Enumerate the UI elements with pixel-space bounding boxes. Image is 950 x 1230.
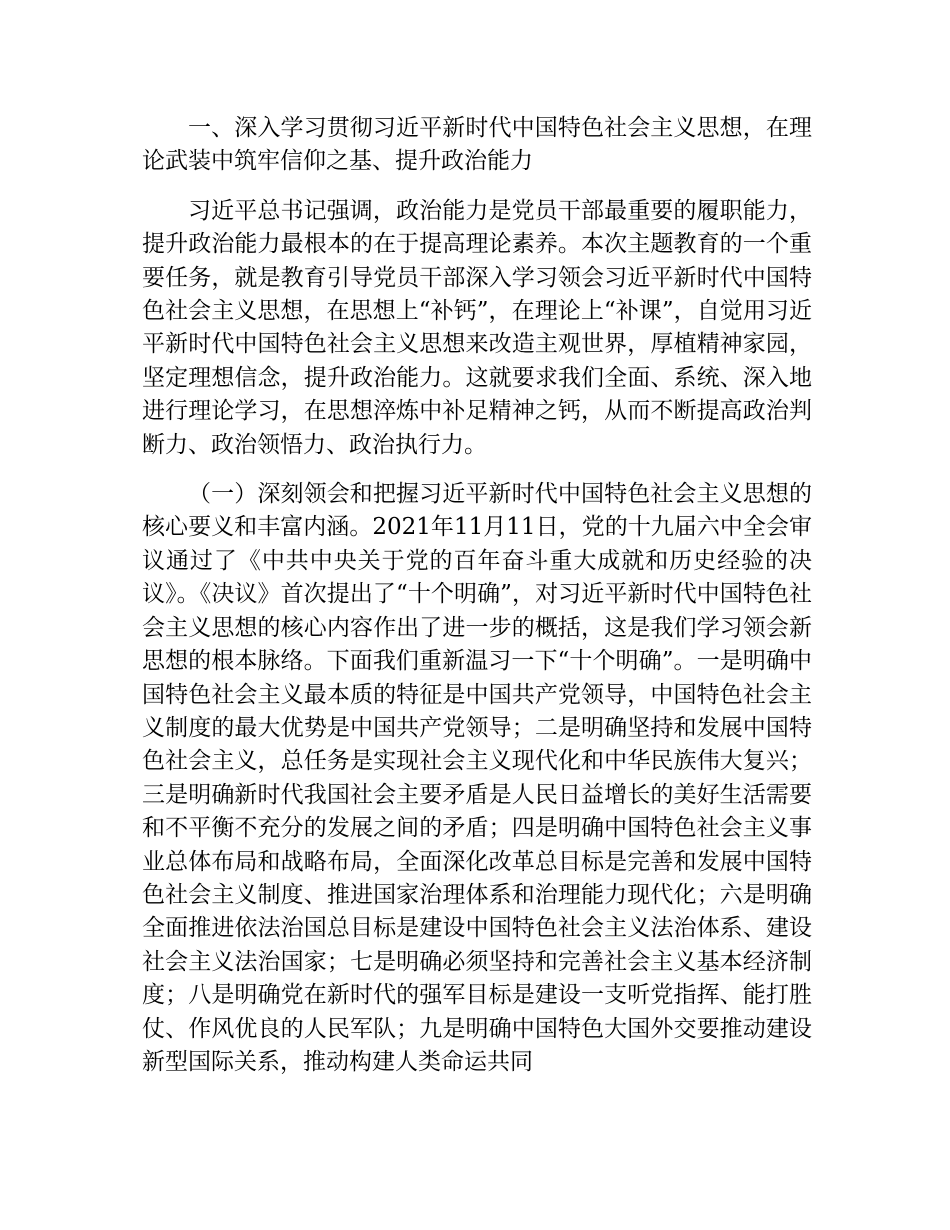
section-heading: 一、深入学习贯彻习近平新时代中国特色社会主义思想，在理论武装中筑牢信仰之基、提升政治能力 bbox=[142, 115, 812, 175]
body-paragraph: 习近平总书记强调，政治能力是党员干部最重要的履职能力，提升政治能力最根本的在于提高理论素养。本次主题教育的一个重要任务，就是教育引导党员干部深入学习领会习近平新时代中国特色社会主义思想，在思想上“补钙”，在理论上“补课”，自觉用习近平新时代中国特色社会主义思想来改造主观世界，厚植精神家园，坚定理想信念，提升政治能力。这就要求我们全面、系统、深入地进行理论学习，在思想淬炼中补足精神之钙，从而不断提高政治判断力、政治领悟力、政治执行力。 bbox=[142, 197, 812, 458]
body-paragraph: （一）深刻领会和把握习近平新时代中国特色社会主义思想的核心要义和丰富内涵。2021年11月11日，党的十九届六中全会审议通过了《中共中央关于党的百年奋斗重大成就和历史经验的决议》。《决议》首次提出了“十个明确”，对习近平新时代中国特色社会主义思想的核心内容作出了进一步的概括，这是我们学习领会新思想的根本脉络。下面我们重新温习一下“十个明确”。一是明确中国特色社会主义最本质的特征是中国共产党领导，中国特色社会主义制度的最大优势是中国共产党领导；二是明确坚持和发展中国特色社会主义，总任务是实现社会主义现代化和中华民族伟大复兴；三是明确新时代我国社会主要矛盾是人民日益增长的美好生活需要和不平衡不充分的发展之间的矛盾；四是明确中国特色社会主义事业总体布局和战略布局，全面深化改革总目标是完善和发展中国特色社会主义制度、推进国家治理体系和治理能力现代化；六是明确全面推进依法治国总目标是建设中国特色社会主义法治体系、建设社会主义法治国家；七是明确必须坚持和完善社会主义基本经济制度；八是明确党在新时代的强军目标是建设一支听党指挥、能打胜仗、作风优良的人民军队；九是明确中国特色大国外交要推动建设新型国际关系，推动构建人类命运共同 bbox=[142, 481, 812, 1075]
document-page bbox=[142, 112, 812, 1095]
